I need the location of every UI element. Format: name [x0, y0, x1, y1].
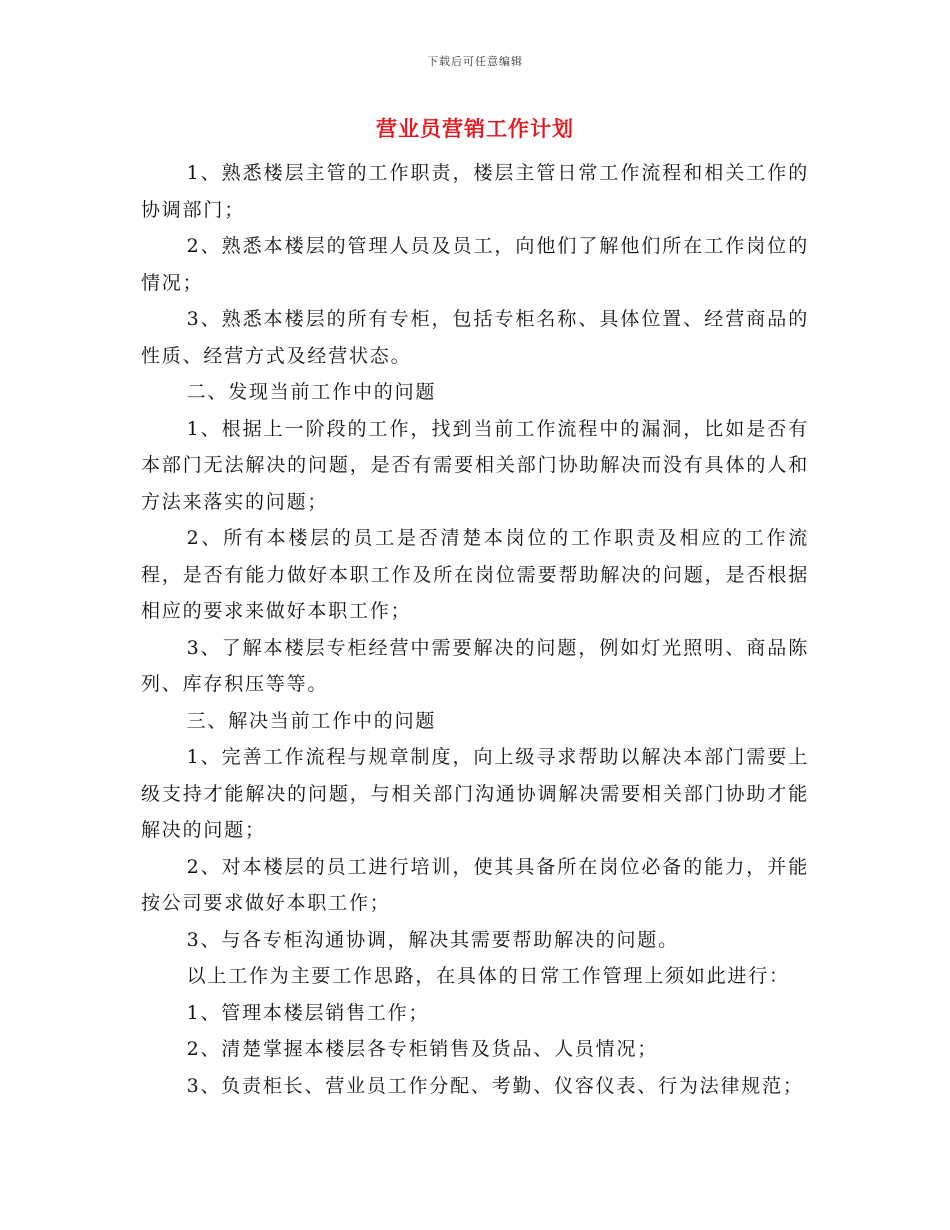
- section-heading: 二、发现当前工作中的问题: [186, 381, 437, 403]
- paragraph: 3、熟悉本楼层的所有专柜，包括专柜名称、具体位置、经营商品的性质、经营方式及经营状态。: [141, 308, 809, 367]
- paragraph: 3、负责柜长、营业员工作分配、考勤、仪容仪表、行为法律规范；: [186, 1074, 804, 1097]
- paragraph: 3、了解本楼层专柜经营中需要解决的问题，例如灯光照明、商品陈列、库存积压等等。: [141, 636, 809, 695]
- paragraph: 2、对本楼层的员工进行培训，使其具备所在岗位必备的能力，并能按公司要求做好本职工作；: [141, 855, 809, 914]
- paragraph: 2、熟悉本楼层的管理人员及员工，向他们了解他们所在工作岗位的情况；: [141, 235, 809, 294]
- paragraph: 1、完善工作流程与规章制度，向上级寻求帮助以解决本部门需要上级支持才能解决的问题，与相关部门沟通协调解决需要相关部门协助才能解决的问题；: [141, 746, 809, 841]
- section-heading: 三、解决当前工作中的问题: [186, 709, 437, 732]
- paragraph: 2、所有本楼层的员工是否清楚本岗位的工作职责及相应的工作流程，是否有能力做好本职工作及所在岗位需要帮助解决的问题，是否根据相应的要求来做好本职工作；: [141, 527, 809, 622]
- header-note: 下载后可任意编辑: [427, 55, 523, 68]
- paragraph: 2、清楚掌握本楼层各专柜销售及货品、人员情况；: [186, 1038, 659, 1060]
- paragraph: 1、熟悉楼层主管的工作职责，楼层主管日常工作流程和相关工作的协调部门；: [141, 162, 809, 221]
- paragraph: 以上工作为主要工作思路，在具体的日常工作管理上须如此进行：: [186, 965, 790, 987]
- paragraph: 3、与各专柜沟通协调，解决其需要帮助解决的问题。: [186, 928, 679, 951]
- paragraph: 1、根据上一阶段的工作，找到当前工作流程中的漏洞，比如是否有本部门无法解决的问题，是否有需要相关部门协助解决而没有具体的人和方法来落实的问题；: [141, 417, 809, 513]
- document-title: 营业员营销工作计划: [376, 116, 574, 141]
- document-body: [141, 155, 809, 1104]
- paragraph: 1、管理本楼层销售工作；: [186, 1001, 430, 1024]
